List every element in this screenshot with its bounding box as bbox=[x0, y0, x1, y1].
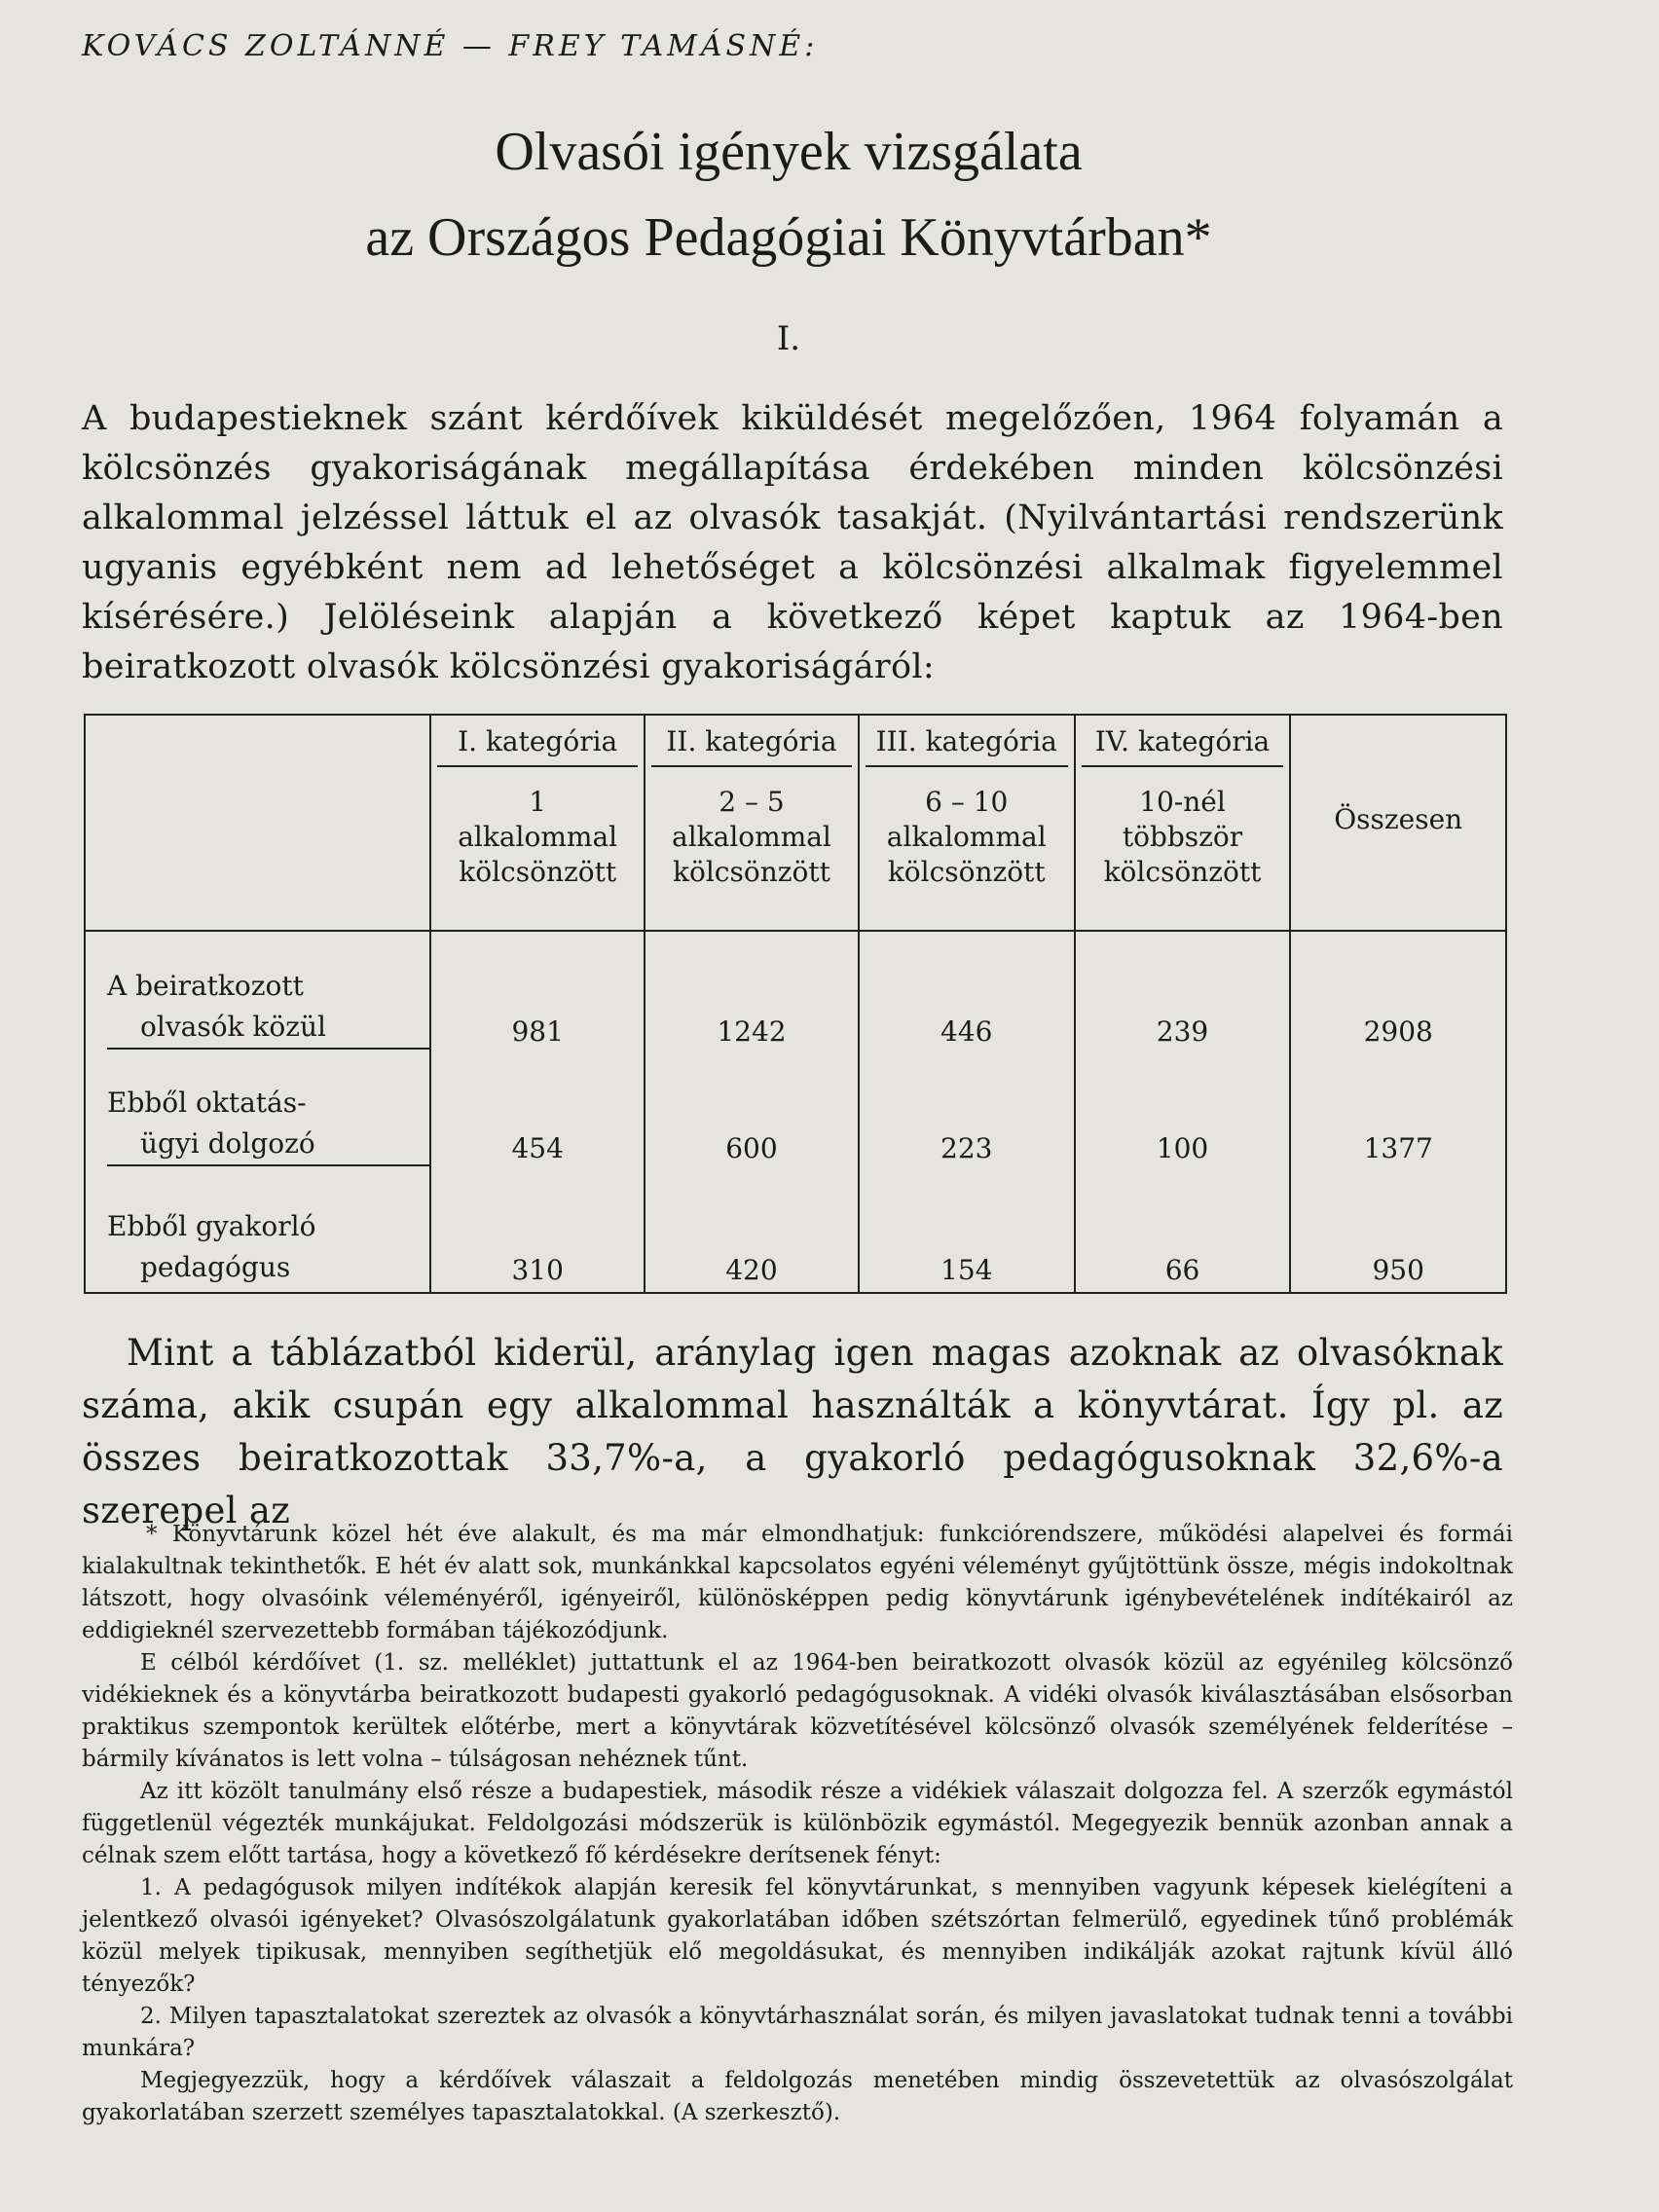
row-label-line-1: Ebből gyakorló bbox=[107, 1210, 316, 1242]
header-category-4 bbox=[1075, 715, 1291, 931]
table-cell: 66 bbox=[1075, 1170, 1291, 1293]
category-verb: kölcsönzött bbox=[459, 856, 617, 888]
category-description bbox=[645, 767, 858, 913]
category-label: IV. kategória bbox=[1082, 716, 1284, 767]
table-cell: 310 bbox=[430, 1170, 645, 1293]
row-label-line-2: olvasók közül bbox=[107, 1007, 429, 1050]
category-label: III. kategória bbox=[866, 716, 1068, 767]
intro-paragraph: A budapestieknek szánt kérdőívek kiküldését megelőzően, 1964 folyamán a kölcsönzés gyakoriságának megállapítása érdekében minden kölcsönzési alkalommal jelzéssel láttuk el az olvasók tasakját. (Nyilvántartási rendszerünk ugyanis egyébként nem ad lehetőséget a kölcsönzési alkalmak figyelemmel kísérésére.) Jelöléseink alapján a következő képet kaptuk az 1964-ben beiratkozott olvasók kölcsönzési gyakoriságáról: bbox=[82, 399, 1503, 686]
table-row bbox=[85, 1053, 1506, 1170]
article-title bbox=[0, 109, 1577, 280]
category-description bbox=[431, 767, 644, 913]
table-row bbox=[85, 1170, 1506, 1293]
header-total bbox=[1290, 715, 1506, 931]
category-unit: alkalommal bbox=[672, 821, 831, 853]
body-paragraph: Mint a táblázatból kiderül, aránylag igen magas azoknak az olvasóknak száma, akik csupán egy alkalommal használták a könyvtárat. Így pl. az összes beiratkozottak 33,7%-a, a gyakorló pedagógusoknak 32,6%-a szerepel az bbox=[82, 1332, 1503, 1531]
table-cell: 154 bbox=[859, 1170, 1075, 1293]
table-cell: 950 bbox=[1290, 1170, 1506, 1293]
table-cell: 239 bbox=[1075, 931, 1291, 1053]
row-label-line-1: Ebből oktatás- bbox=[107, 1087, 307, 1119]
category-range: 1 bbox=[529, 786, 547, 818]
footnote-paragraph: Az itt közölt tanulmány első része a budapestiek, második része a vidékiek válaszait dolgozza fel. A szerzők egymástól függetlenül végezték munkájukat. Feldolgozási módszerük is különbözik egymástól. Megegyezik bennük azonban annak a célnak szem előtt tartása, hogy a következő fő kérdésekre derítsenek fényt: bbox=[82, 1779, 1513, 1868]
row-label-line-1: A beiratkozott bbox=[107, 970, 304, 1002]
header-empty-cell bbox=[85, 715, 430, 931]
lending-frequency-table bbox=[84, 714, 1507, 1294]
category-label: II. kategória bbox=[651, 716, 852, 767]
category-unit: alkalommal bbox=[886, 821, 1047, 853]
row-label-line-2: pedagógus bbox=[140, 1251, 291, 1283]
category-verb: kölcsönzött bbox=[1103, 856, 1262, 888]
category-verb: kölcsönzött bbox=[673, 856, 830, 888]
category-verb: kölcsönzött bbox=[887, 856, 1046, 888]
table-cell: 1242 bbox=[645, 931, 859, 1053]
row-label-line-2: ügyi dolgozó bbox=[107, 1124, 429, 1166]
running-head: KOVÁCS ZOLTÁNNÉ — FREY TAMÁSNÉ: bbox=[82, 29, 819, 63]
header-category-3 bbox=[859, 715, 1075, 931]
category-range: 10-nél bbox=[1139, 786, 1226, 818]
table-row bbox=[85, 931, 1506, 1053]
category-range: 2 – 5 bbox=[719, 786, 785, 818]
table-cell: 223 bbox=[859, 1053, 1075, 1170]
footnote-paragraph: 1. A pedagógusok milyen indítékok alapján keresik fel könyvtárunkat, s mennyiben vagyunk képesek kielégíteni a jelentkező olvasói igényeket? Olvasószolgálatunk gyakorlatában időben szétszórtan felmerülő, egyedinek tűnő problémák közül melyek tipikusak, mennyiben segíthetjük elő megoldásukat, és mennyiben indikálják azokat rajtunk kívül álló tényezők? bbox=[82, 1875, 1513, 1997]
total-label: Összesen bbox=[1334, 803, 1463, 835]
row-label bbox=[85, 1170, 430, 1293]
footnote-paragraph: Megjegyezzük, hogy a kérdőívek válaszait a feldolgozás menetében mindig összevetettük az olvasószolgálat gyakorlatában szerzett személyes tapasztalatokkal. (A szerkesztő). bbox=[82, 2068, 1513, 2125]
table-cell: 446 bbox=[859, 931, 1075, 1053]
table-cell: 100 bbox=[1075, 1053, 1291, 1170]
title-line-1: Olvasói igények vizsgálata bbox=[495, 122, 1083, 182]
footnote-paragraph: E célból kérdőívet (1. sz. melléklet) juttattunk el az 1964-ben beiratkozott olvasók közül az egyénileg kölcsönző vidékieknek és a könyvtárba beiratkozott budapesti gyakorló pedagógusoknak. A vidéki olvasók kiválasztásában elsősorban praktikus szempontok kerültek előtérbe, mert a könyvtárak közvetítésével kölcsönző olvasók személyének felderítése – bármily kívánatos is lett volna – túlságosan nehéznek tűnt. bbox=[82, 1650, 1513, 1772]
header-category-2 bbox=[645, 715, 859, 931]
row-label bbox=[85, 931, 430, 1053]
row-label bbox=[85, 1053, 430, 1170]
category-unit: alkalommal bbox=[458, 821, 618, 853]
table-cell: 420 bbox=[645, 1170, 859, 1293]
footnote-block bbox=[82, 1519, 1513, 2129]
title-line-2: az Országos Pedagógiai Könyvtárban* bbox=[365, 207, 1212, 268]
category-unit: többször bbox=[1122, 821, 1243, 853]
table-cell: 454 bbox=[430, 1053, 645, 1170]
category-range: 6 – 10 bbox=[925, 786, 1009, 818]
table-cell: 1377 bbox=[1290, 1053, 1506, 1170]
table-cell: 600 bbox=[645, 1053, 859, 1170]
header-category-1 bbox=[430, 715, 645, 931]
category-label: I. kategória bbox=[437, 716, 638, 767]
footnote-paragraph: 2. Milyen tapasztalatokat szereztek az olvasók a könyvtárhasználat során, és milyen javaslatokat tudnak tenni a további munkára? bbox=[82, 2004, 1513, 2061]
category-description bbox=[860, 767, 1074, 913]
section-number: I. bbox=[776, 319, 801, 358]
category-description bbox=[1076, 767, 1290, 913]
table-cell: 981 bbox=[430, 931, 645, 1053]
table-header-row bbox=[85, 715, 1506, 931]
footnote-paragraph: * Könyvtárunk közel hét éve alakult, és ma már elmondhatjuk: funkciórendszere, működési alapelvei és formái kialakultnak tekinthetők. E hét év alatt sok, munkánkkal kapcsolatos egyéni véleményt gyűjtöttünk össze, mégis indokoltnak látszott, hogy olvasóink véleményéről, igényeiről, különösképpen pedig könyvtárunk igénybevételének indítékairól az eddigieknél szervezettebb formában tájékozódjunk. bbox=[82, 1522, 1513, 1643]
table-cell: 2908 bbox=[1290, 931, 1506, 1053]
